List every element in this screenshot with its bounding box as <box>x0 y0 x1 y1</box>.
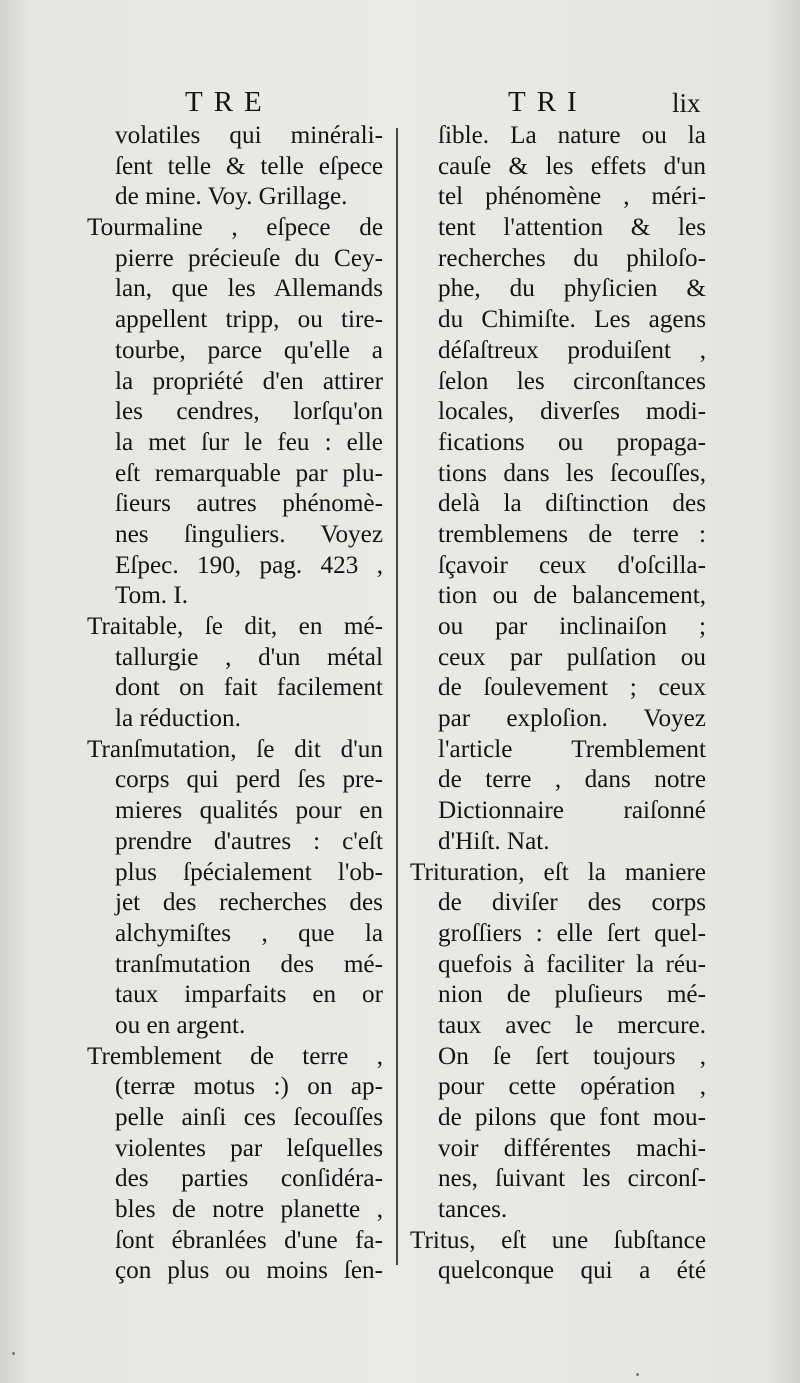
text-line: les cendres, lorſqu'on <box>115 398 383 426</box>
text-line: dont on fait facilement <box>115 674 383 702</box>
text-line: cauſe & les effets d'un <box>438 152 706 180</box>
text-line: violentes par leſquelles <box>115 1134 383 1162</box>
text-line: volatiles qui minérali- <box>115 122 383 149</box>
text-line: recherches du philoſo- <box>438 244 706 272</box>
text-line: eſt remarquable par plu- <box>115 459 383 487</box>
text-line: ſont ébranlées d'une fa- <box>115 1226 383 1254</box>
text-line: ou en argent. <box>115 1011 246 1039</box>
text-line: ceux par pulſation ou <box>438 643 706 671</box>
running-head-right: TRI <box>508 86 588 118</box>
left-column <box>87 121 383 1287</box>
text-line: prendre d'autres : c'eſt <box>115 827 383 855</box>
text-line: plus ſpécialement l'ob- <box>115 858 383 886</box>
text-line: de mine. Voy. Grillage. <box>115 183 348 211</box>
text-line: bles de notre planette , <box>115 1196 383 1224</box>
text-line: la propriété d'en attirer <box>115 367 383 395</box>
text-line: çon plus ou moins ſen- <box>115 1257 383 1285</box>
text-line: Eſpec. 190, pag. 423 , <box>115 551 383 579</box>
text-line: delà la diſtinction des <box>438 490 706 518</box>
text-line: jet des recherches des <box>115 889 383 917</box>
text-line: pelle ainſi ces ſecouſſes <box>115 1104 383 1131</box>
text-line: ſible. La nature ou la <box>438 122 706 149</box>
text-line: pierre précieuſe du Cey- <box>115 244 383 272</box>
text-line: locales, diverſes modi- <box>438 398 706 426</box>
text-line: Tom. I. <box>115 582 189 610</box>
running-head-left: TRE <box>185 86 273 118</box>
text-line: mieres qualités pour en <box>115 797 383 825</box>
text-line: ou par inclinaiſon ; <box>438 613 706 640</box>
text-line: pour cette opération , <box>438 1073 706 1101</box>
text-line: tranſmutation des mé- <box>115 950 383 978</box>
text-line: ſçavoir ceux d'oſcilla- <box>438 551 706 579</box>
text-line: Tranſmutation, ſe dit d'un <box>87 735 383 763</box>
text-line: (terræ motus :) on ap- <box>115 1073 383 1101</box>
text-line: de diviſer des corps <box>438 889 706 917</box>
paper-speck <box>12 1352 15 1355</box>
text-line: ſelon les circonſtances <box>438 367 706 395</box>
text-line: ſent telle & telle eſpece <box>115 152 383 180</box>
text-line: Traitable, ſe dit, en mé- <box>87 613 383 640</box>
text-line: de ſoulevement ; ceux <box>438 674 706 702</box>
right-column <box>410 121 706 1287</box>
text-line: nes ſinguliers. Voyez <box>115 520 383 548</box>
paper-speck <box>636 1373 639 1376</box>
column-rule <box>396 128 398 1265</box>
text-line: d'Hiſt. Nat. <box>438 827 550 855</box>
text-line: déſaſtreux produiſent , <box>438 336 706 364</box>
text-line: Dictionnaire raiſonné <box>438 797 706 825</box>
text-line: tion ou de balancement, <box>438 582 706 610</box>
text-line: tel phénomène , méri- <box>438 183 706 211</box>
text-line: la met ſur le feu : elle <box>115 428 383 456</box>
text-line: phe, du phyſicien & <box>438 275 706 303</box>
page-number: lix <box>672 88 701 118</box>
text-line: tourbe, parce qu'elle a <box>115 336 383 364</box>
text-line: tions dans les ſecouſſes, <box>438 459 706 487</box>
text-line: lan, que les Allemands <box>115 275 383 303</box>
text-line: corps qui perd ſes pre- <box>115 766 383 794</box>
text-line: Tremblement de terre , <box>87 1042 383 1070</box>
text-line: par exploſion. Voyez <box>438 705 706 733</box>
text-line: de terre , dans notre <box>438 766 706 794</box>
text-line: On ſe ſert toujours , <box>438 1042 706 1070</box>
text-line: taux imparfaits en or <box>115 981 383 1009</box>
text-line: groſſiers : elle ſert quel- <box>438 919 706 947</box>
text-line: Tritus, eſt une ſubſtance <box>410 1226 706 1254</box>
text-line: alchymiſtes , que la <box>115 919 383 947</box>
text-line: Tourmaline , eſpece de <box>87 214 383 242</box>
text-line: de pilons que font mou- <box>438 1104 706 1131</box>
text-line: tremblemens de terre : <box>438 520 706 548</box>
text-line: tances. <box>438 1196 508 1224</box>
text-line: taux avec le mercure. <box>438 1011 706 1039</box>
text-line: appellent tripp, ou tire- <box>115 306 383 334</box>
text-line: quefois à faciliter la réu- <box>438 950 706 978</box>
text-line: fications ou propaga- <box>438 428 706 456</box>
text-line: Trituration, eſt la maniere <box>410 858 706 886</box>
text-line: nion de pluſieurs mé- <box>438 981 706 1009</box>
text-line: du Chimiſte. Les agens <box>438 306 706 334</box>
text-line: des parties conſidéra- <box>115 1165 383 1193</box>
text-line: nes, ſuivant les circonſ- <box>438 1165 706 1193</box>
text-line: l'article Tremblement <box>438 735 706 763</box>
text-line: la réduction. <box>115 705 241 733</box>
text-line: quelconque qui a été <box>438 1257 706 1285</box>
text-line: voir différentes machi- <box>438 1134 706 1162</box>
text-line: ſieurs autres phénomè- <box>115 490 383 518</box>
text-line: tent l'attention & les <box>438 214 706 242</box>
text-line: tallurgie , d'un métal <box>115 643 383 671</box>
